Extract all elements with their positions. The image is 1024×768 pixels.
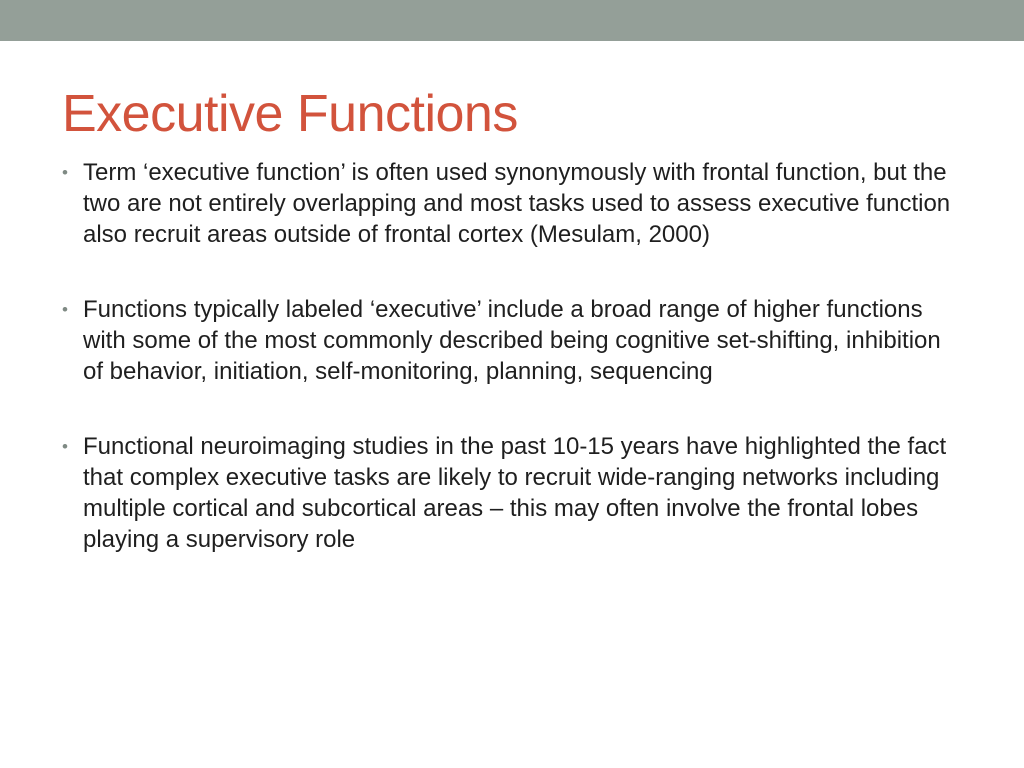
- bullet-item: [62, 157, 962, 250]
- slide-title: Executive Functions: [62, 85, 518, 143]
- bullet-text: Functions typically labeled ‘executive’ include a broad range of higher functions with some of the most commonly described being cognitive set-shifting, inhibition of behavior, initiation, self-monitoring, planning, sequencing: [83, 296, 941, 385]
- top-accent-band: [0, 0, 1024, 41]
- bullet-item: [62, 431, 962, 555]
- bullet-dot-icon: •: [62, 163, 68, 182]
- bullet-item: [62, 294, 962, 387]
- bullet-text: Term ‘executive function’ is often used synonymously with frontal function, but the two are not entirely overlapping and most tasks used to assess executive function also recruit areas outside of frontal cortex (Mesulam, 2000): [83, 159, 951, 248]
- bullet-dot-icon: •: [62, 300, 68, 319]
- bullet-list: [62, 157, 962, 599]
- bullet-text: Functional neuroimaging studies in the past 10-15 years have highlighted the fact that complex executive tasks are likely to recruit wide-ranging networks including multiple cortical and subcortical areas – this may often involve the frontal lobes playing a supervisory role: [83, 433, 947, 553]
- bullet-dot-icon: •: [62, 437, 68, 456]
